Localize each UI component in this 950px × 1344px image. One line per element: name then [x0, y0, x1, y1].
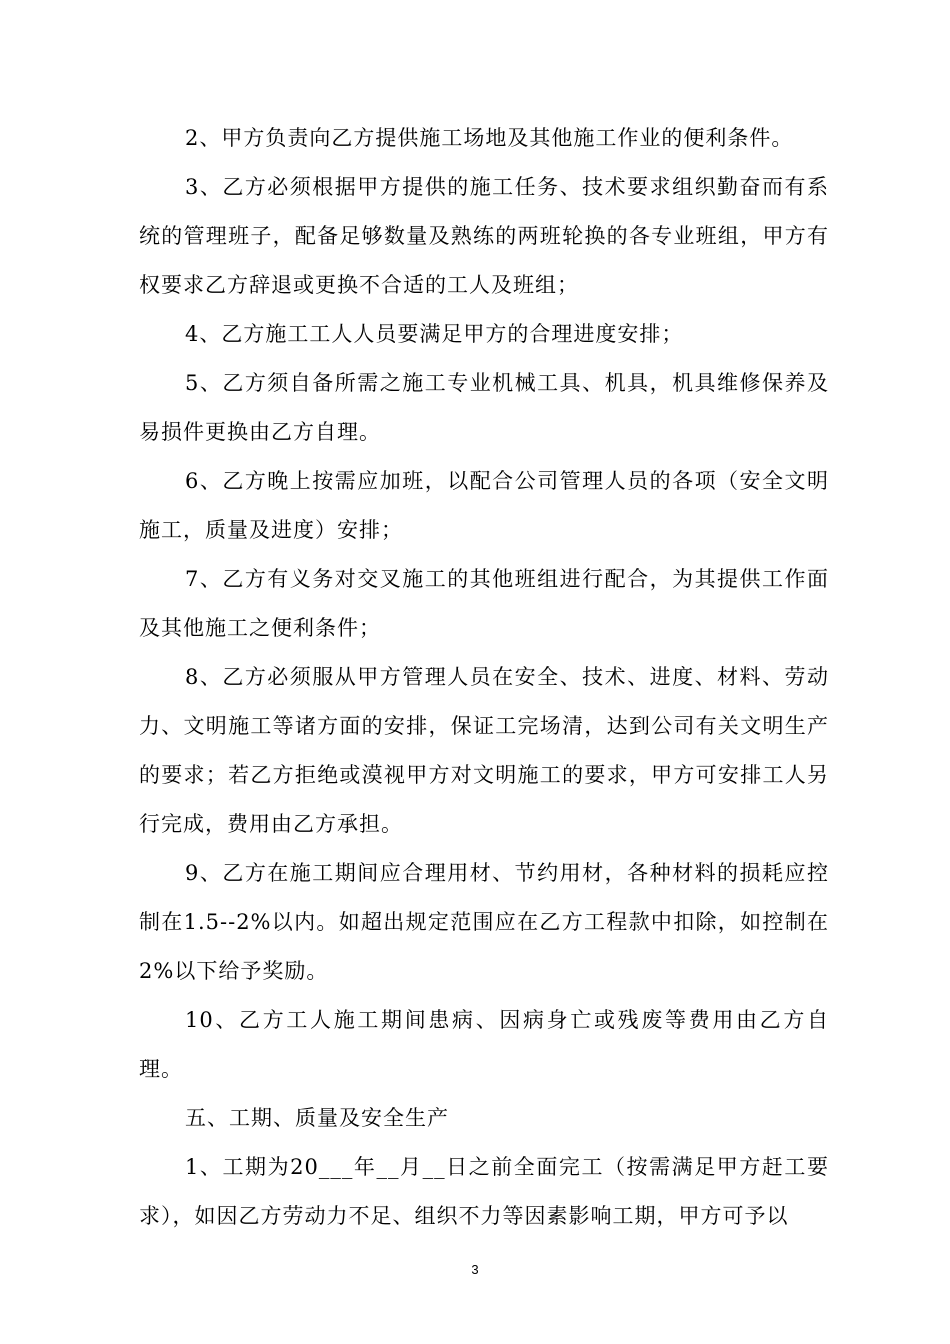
paragraph-item-8: 8、乙方必须服从甲方管理人员在安全、技术、进度、材料、劳动力、文明施工等诸方面的安排，保证工完场清，达到公司有关文明生产的要求；若乙方拒绝或漠视甲方对文明施工的要求，甲方可安排工人另行完成，费用由乙方承担。	[139, 665, 829, 836]
document-body	[139, 114, 829, 1241]
paragraph-item-3: 3、乙方必须根据甲方提供的施工任务、技术要求组织勤奋而有系统的管理班子，配备足够数量及熟练的两班轮换的各专业班组，甲方有权要求乙方辞退或更换不合适的工人及班组；	[139, 175, 829, 297]
paragraph-item-9: 9、乙方在施工期间应合理用材、节约用材，各种材料的损耗应控制在1.5--2%以内。如超出规定范围应在乙方工程款中扣除，如控制在2%以下给予奖励。	[139, 861, 829, 983]
paragraph-item-7: 7、乙方有义务对交叉施工的其他班组进行配合，为其提供工作面及其他施工之便利条件；	[139, 567, 829, 640]
page-number: 3	[471, 1262, 479, 1277]
paragraph-item-6: 6、乙方晚上按需应加班，以配合公司管理人员的各项（安全文明施工，质量及进度）安排；	[139, 469, 829, 542]
paragraph-item-4: 4、乙方施工工人人员要满足甲方的合理进度安排；	[185, 322, 684, 346]
paragraph-item-5: 5、乙方须自备所需之施工专业机械工具、机具，机具维修保养及易损件更换由乙方自理。	[139, 371, 829, 444]
paragraph-item-2: 2、甲方负责向乙方提供施工场地及其他施工作业的便利条件。	[185, 126, 794, 150]
paragraph-item-10: 10、乙方工人施工期间患病、因病身亡或残废等费用由乙方自理。	[139, 1008, 829, 1081]
paragraph-item-schedule-1: 1、工期为20___年__月__日之前全面完工（按需满足甲方赶工要求），如因乙方劳动力不足、组织不力等因素影响工期，甲方可予以	[139, 1155, 829, 1228]
section-heading-schedule-quality-safety: 五、工期、质量及安全生产	[185, 1106, 449, 1130]
